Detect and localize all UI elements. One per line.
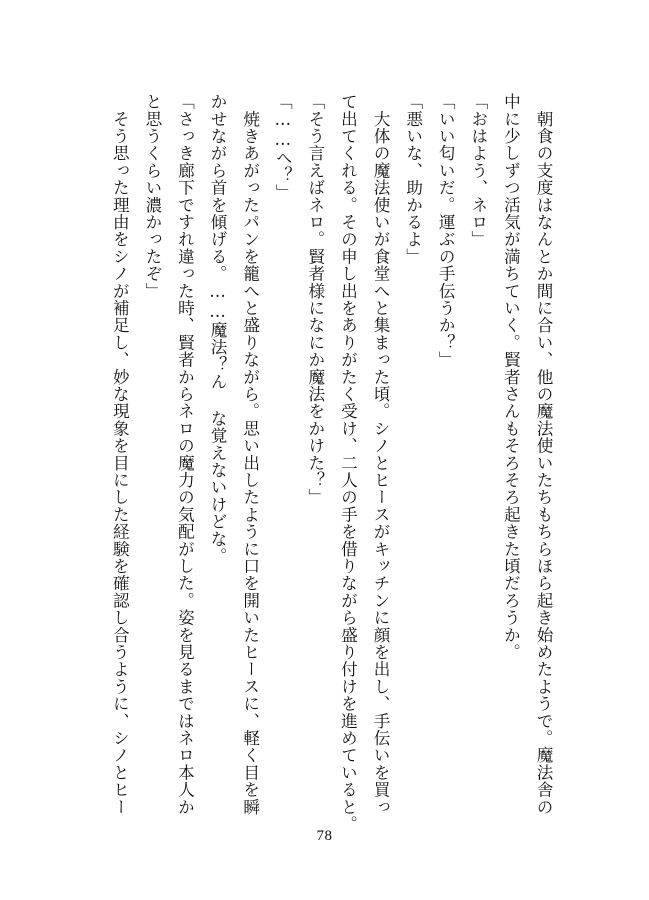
text-line: 「おはよう、ネロ」 xyxy=(468,93,488,248)
text-line: 「悪いな、助かるよ」 xyxy=(403,93,423,265)
text-line: 「いい匂いだ。運ぶの手伝うか？」 xyxy=(436,93,456,369)
text-line: かせながら首を傾げる。……魔法？ん な覚えないけどな。 xyxy=(208,93,228,565)
text-line: と思うくらい濃かったぞ」 xyxy=(142,93,162,300)
text-line: 「さっき廊下ですれ違った時、賢者からネロの魔力の気配がした。姿を見るまではネロ本人か xyxy=(175,93,195,816)
vertical-body-text xyxy=(103,93,559,833)
text-line: 中に少しずつ活気が満ちていく。賢者さんもそろそろ起きた頃だろうか。 xyxy=(501,93,521,661)
text-line: 朝食の支度はなんとか間に合い、他の魔法使いたちもちらほら起き始めたようで。魔法舎の xyxy=(534,93,553,816)
text-line: 「そう言えばネロ。賢者様になにか魔法をかけた？」 xyxy=(305,93,325,506)
text-line: 焼きあがったパンを籠へと盛りながら。思い出したように口を開いたヒースに、軽く目を瞬 xyxy=(240,93,260,816)
text-line: そう思った理由をシノが補足し、妙な現象を目にした経験を確認し合うように、シノとヒー xyxy=(110,93,130,816)
text-line: て出てくれる。その申し出をありがたく受け、二人の手を借りながら盛り付けを進めていると。 xyxy=(338,93,358,833)
page-number: 78 xyxy=(316,828,333,844)
text-line: 大体の魔法使いが食堂へと集まった頃。シノとヒースがキッチンに顔を出し、手伝いを買っ xyxy=(371,93,391,816)
text-line: 「……へ？」 xyxy=(273,93,293,201)
